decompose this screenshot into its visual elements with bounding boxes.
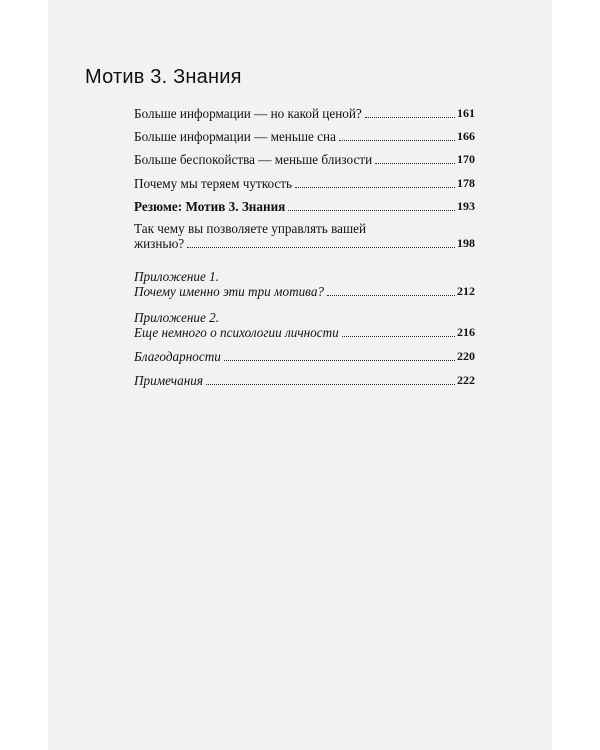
toc-entry-title: Почему мы теряем чуткость xyxy=(134,176,293,191)
toc-entry xyxy=(134,152,475,167)
toc-entry-page: 161 xyxy=(457,106,475,120)
dot-leader xyxy=(342,336,455,337)
dot-leader xyxy=(327,295,455,296)
book-page xyxy=(48,0,552,750)
toc-entry xyxy=(134,221,475,251)
toc-entry xyxy=(134,129,475,144)
dot-leader xyxy=(295,187,455,188)
toc-entry-page: 170 xyxy=(457,152,475,166)
toc-entry-page: 178 xyxy=(457,176,475,190)
toc-appendix-entry xyxy=(134,310,475,340)
dot-leader xyxy=(365,117,455,118)
toc-entry-title: Больше информации — меньше сна xyxy=(134,129,336,144)
toc-entry xyxy=(134,106,475,121)
toc-appendix-entry xyxy=(134,373,475,388)
dot-leader xyxy=(206,384,455,385)
toc-entry-title-line2: Почему именно эти три мотива? xyxy=(134,284,325,299)
dot-leader xyxy=(187,247,455,248)
toc-entry-title-line1: Так чему вы позволяете управлять вашей xyxy=(134,221,367,236)
dot-leader xyxy=(339,140,455,141)
toc-entry-title: Больше информации — но какой ценой? xyxy=(134,106,362,121)
toc-entry-title: Больше беспокойства — меньше близости xyxy=(134,152,373,167)
toc-entry-summary xyxy=(134,199,475,214)
toc-entry-page: 198 xyxy=(457,236,475,250)
toc-appendix-entry xyxy=(134,269,475,299)
toc-entry-page: 212 xyxy=(457,284,475,298)
dot-leader xyxy=(224,360,455,361)
toc-entry-title-line2: Еще немного о психологии личности xyxy=(134,325,339,340)
toc-entry-title-line1: Приложение 2. xyxy=(134,310,220,325)
toc-entry-page: 220 xyxy=(457,349,475,363)
toc-entry-page: 222 xyxy=(457,373,475,387)
toc-entry-page: 193 xyxy=(457,199,475,213)
toc-entry-title: Примечания xyxy=(134,373,203,388)
toc-appendix-entry xyxy=(134,349,475,364)
toc-entry xyxy=(134,176,475,191)
dot-leader xyxy=(288,210,455,211)
toc-entry-title: Благодарности xyxy=(134,349,221,364)
toc-entry-title: Резюме: Мотив 3. Знания xyxy=(134,199,286,214)
section-heading: Мотив 3. Знания xyxy=(85,66,242,88)
toc-entry-page: 166 xyxy=(457,129,475,143)
toc-entry-page: 216 xyxy=(457,325,475,339)
toc-entry-title-line1: Приложение 1. xyxy=(134,269,220,284)
toc-entry-title-line2: жизнью? xyxy=(134,236,185,251)
dot-leader xyxy=(375,163,455,164)
